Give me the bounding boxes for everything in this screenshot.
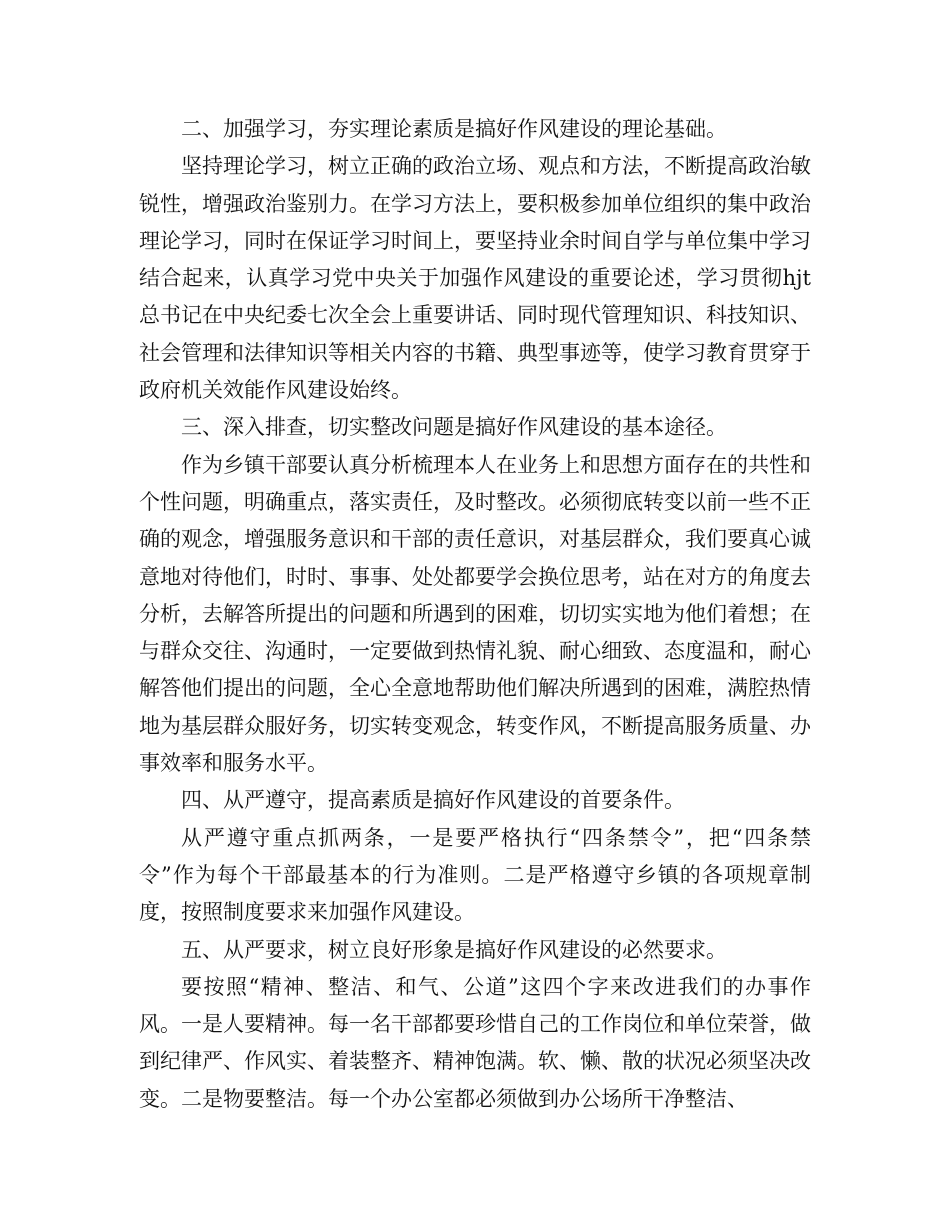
section-heading-4: 四、从严遵守，提高素质是搞好作风建设的首要条件。 <box>181 788 685 813</box>
section-heading-3: 三、深入排查，切实整改问题是搞好作风建设的基本途径。 <box>181 415 727 440</box>
section-body-2: 坚持理论学习，树立正确的政治立场、观点和方法，不断提高政治敏锐性，增强政治鉴别力。在学习方法上，要积极参加单位组织的集中政治理论学习，同时在保证学习时间上，要坚持业余时间自学与单位集中学习结合起来，认真学习党中央关于加强作风建设的重要论述，学习贯彻hjt总书记在中央纪委七次全会上重要讲话、同时现代管理知识、科技知识、社会管理和法律知识等相关内容的书籍、典型事迹等，使学习教育贯穿于政府机关效能作风建设始终。 <box>139 154 811 403</box>
section-body-3: 作为乡镇干部要认真分析梳理本人在业务上和思想方面存在的共性和个性问题，明确重点，落实责任，及时整改。必须彻底转变以前一些不正确的观念，增强服务意识和干部的责任意识，对基层群众，我们要真心诚意地对待他们，时时、事事、处处都要学会换位思考，站在对方的角度去分析，去解答所提出的问题和所遇到的困难，切切实实地为他们着想；在与群众交往、沟通时，一定要做到热情礼貌、耐心细致、态度温和，耐心解答他们提出的问题，全心全意地帮助他们解决所遇到的困难，满腔热情地为基层群众服好务，切实转变观念，转变作风，不断提高服务质量、办事效率和服务水平。 <box>139 452 811 776</box>
section-body-5: 要按照“精神、整洁、和气、公道”这四个字来改进我们的办事作风。一是人要精神。每一名干部都要珍惜自己的工作岗位和单位荣誉，做到纪律严、作风实、着装整齐、精神饱满。软、懒、散的状况必须坚决改变。二是物要整洁。每一个办公室都必须做到办公场所干净整洁、 <box>139 974 811 1111</box>
section-heading-2: 二、加强学习，夯实理论素质是搞好作风建设的理论基础。 <box>181 117 727 141</box>
section-body-4: 从严遵守重点抓两条，一是要严格执行“四条禁令”，把“四条禁令”作为每个干部最基本的行为准则。二是严格遵守乡镇的各项规章制度，按照制度要求来加强作风建设。 <box>139 825 811 925</box>
document-body <box>139 111 811 1118</box>
section-heading-5: 五、从严要求，树立良好形象是搞好作风建设的必然要求。 <box>181 937 727 962</box>
